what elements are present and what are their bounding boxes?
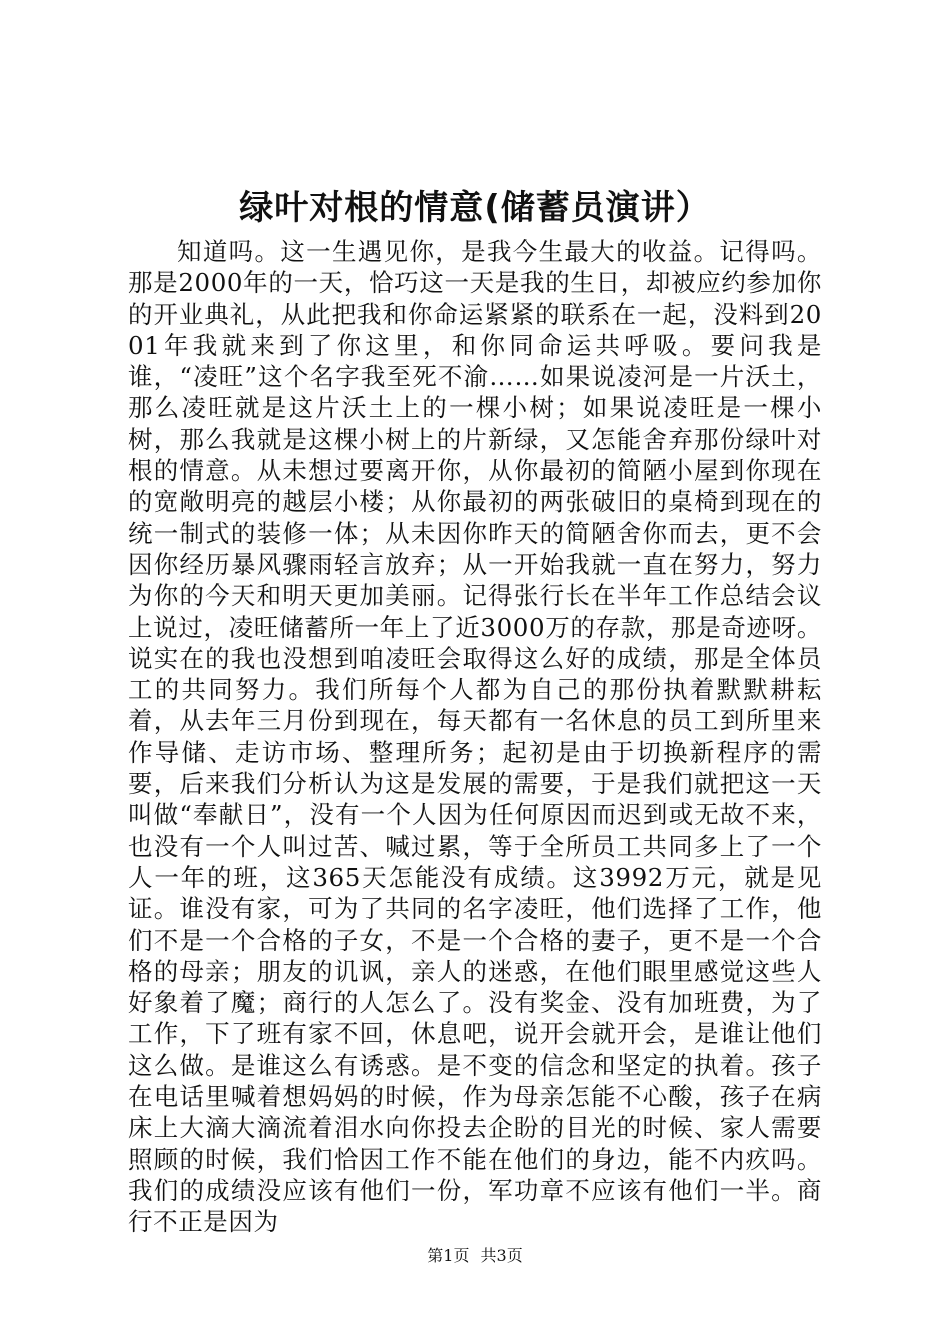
page-number: 第1页 (427, 1246, 470, 1265)
page-footer (0, 1244, 950, 1268)
body-paragraph: 知道吗。这一生遇见你，是我今生最大的收益。记得吗。那是2000年的一天，恰巧这一天是我的生日，却被应约参加你的开业典礼，从此把我和你命运紧紧的联系在一起，没料到2001年我就来到了你这里，和你同命运共呼吸。要问我是谁，“凌旺”这个名字我至死不渝……如果说凌河是一片沃土，那么凌旺就是这片沃土上的一棵小树；如果说凌旺是一棵小树，那么我就是这棵小树上的片新绿，又怎能舍弃那份绿叶对根的情意。从未想过要离开你，从你最初的简陋小屋到你现在的宽敞明亮的越层小楼；从你最初的两张破旧的桌椅到现在的统一制式的装修一体；从未因你昨天的简陋舍你而去，更不会因你经历暴风骤雨轻言放弃；从一开始我就一直在努力，努力为你的今天和明天更加美丽。记得张行长在半年工作总结会议上说过，凌旺储蓄所一年上了近3000万的存款，那是奇迹呀。说实在的我也没想到咱凌旺会取得这么好的成绩，那是全体员工的共同努力。我们所每个人都为自己的那份执着默默耕耘着，从去年三月份到现在，每天都有一名休息的员工到所里来作导储、走访市场、整理所务；起初是由于切换新程序的需要，后来我们分析认为这是发展的需要，于是我们就把这一天叫做“奉献日”，没有一个人因为任何原因而迟到或无故不来，也没有一个人叫过苦、喊过累，等于全所员工共同多上了一个人一年的班，这365天怎能没有成绩。这3992万元，就是见证。谁没有家，可为了共同的名字凌旺，他们选择了工作，他们不是一个合格的子女，不是一个合格的妻子，更不是一个合格的母亲；朋友的讥讽，亲人的迷惑，在他们眼里感觉这些人好象着了魔；商行的人怎么了。没有奖金、没有加班费，为了工作，下了班有家不回，休息吧，说开会就开会，是谁让他们这么做。是谁这么有诱惑。是不变的信念和坚定的执着。孩子在电话里喊着想妈妈的时候，作为母亲怎能不心酸，孩子在病床上大滴大滴流着泪水向你投去企盼的目光的时候、家人需要照顾的时候，我们恰因工作不能在他们的身边，能不内疚吗。我们的成绩没应该有他们一份，军功章不应该有他们一半。商行不正是因为 (128, 237, 822, 1237)
page-total: 共3页 (480, 1246, 523, 1265)
document-title: 绿叶对根的情意(储蓄员演讲） (239, 188, 711, 228)
